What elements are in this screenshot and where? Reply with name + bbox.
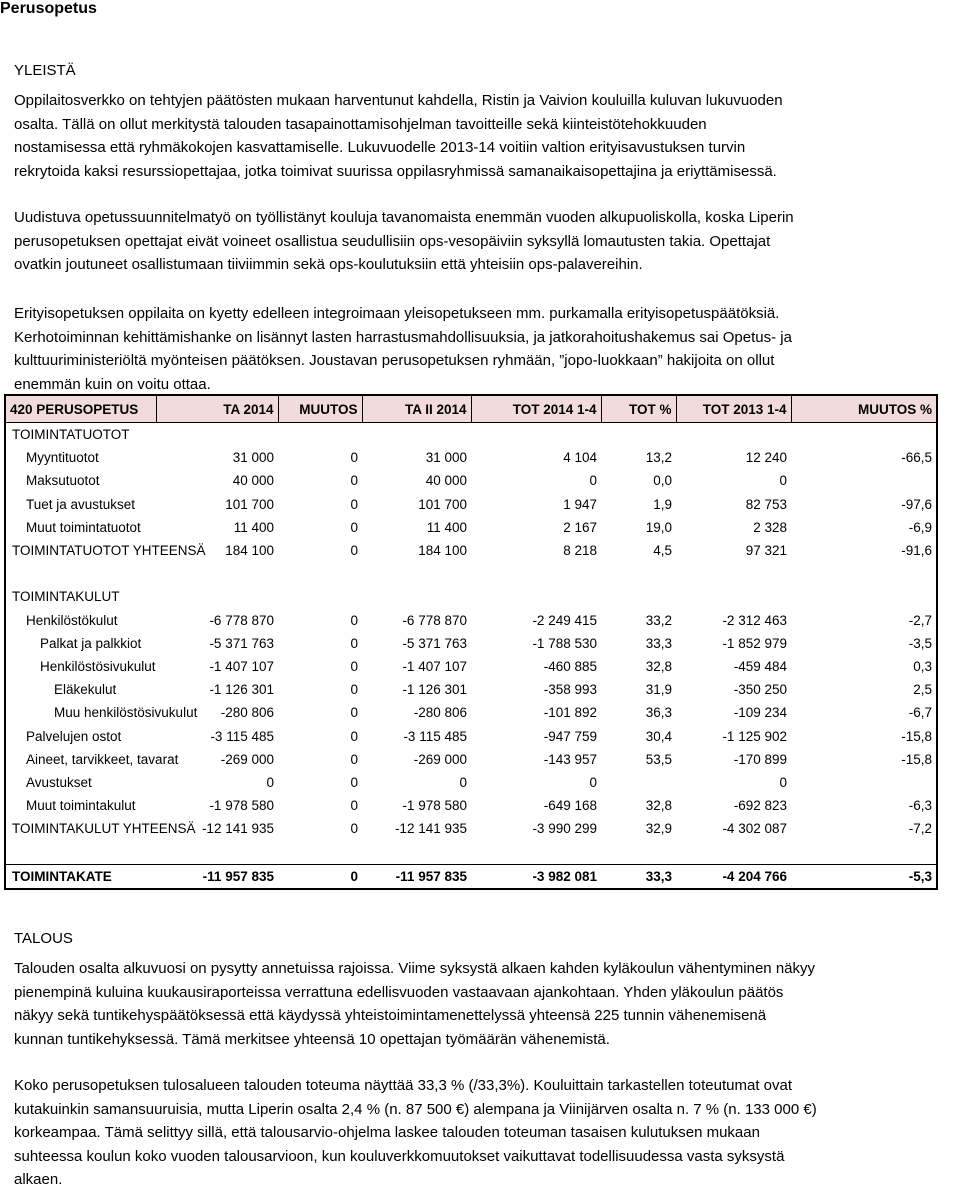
table-cell: 0 [459, 774, 467, 790]
table-cell: 0 [350, 774, 358, 790]
table-cell: -5,3 [791, 864, 936, 888]
table-cell: 36,3 [645, 705, 672, 721]
text-line: kulttuuriministeriöltä myönteisen päätöksen. Joustavan perusopetuksen ryhmään, ”jopo-luokkaan” hakijoita on ollut [14, 352, 775, 369]
table-cell: 101 700 [225, 496, 274, 512]
text-line: Erityisopetuksen oppilaita on kyetty edelleen integroimaan yleisopetukseen mm. purkamalla erityisopetuspäätöksiä. [14, 305, 780, 322]
table-cell: 0 [266, 774, 274, 790]
table-cell: 0 [278, 864, 362, 888]
table-cell [676, 562, 791, 585]
table-cell: 13,2 [645, 450, 672, 466]
table-cell [278, 423, 362, 447]
row-label: TOIMINTAKATE [6, 864, 156, 888]
table-cell: 0 [589, 774, 597, 790]
table-row [6, 724, 936, 747]
table-cell [676, 423, 791, 447]
table-cell: -947 759 [543, 728, 597, 744]
table-cell: 184 100 [418, 543, 467, 559]
column-header: TA II 2014 [362, 396, 471, 423]
table-cell: 0 [350, 658, 358, 674]
table-cell: -15,8 [901, 728, 932, 744]
table-cell: -109 234 [733, 705, 787, 721]
row-label: Henkilöstösivukulut [40, 658, 156, 674]
row-label: Tuet ja avustukset [26, 496, 136, 512]
text-line: suhteessa koulun koko vuoden talousarvioon, kun kouluverkkomuutokset vaikuttavat todellisuudessa vasta syksystä [14, 1147, 785, 1165]
table-cell: 1 947 [563, 496, 597, 512]
table-cell: 31 000 [425, 450, 467, 466]
table-cell: -1 407 107 [209, 658, 274, 674]
table-cell: 0 [350, 450, 358, 466]
table-cell: -1 852 979 [722, 635, 787, 651]
table-row [6, 794, 936, 817]
table-cell: -6,3 [908, 798, 932, 814]
table-cell [278, 585, 362, 608]
table-cell: -1 788 530 [532, 635, 597, 651]
table-cell: -3 990 299 [532, 821, 597, 837]
table-cell: -692 823 [733, 798, 787, 814]
table-cell: -269 000 [220, 751, 274, 767]
row-label: TOIMINTATUOTOT [12, 427, 130, 443]
table-cell: -101 892 [543, 705, 597, 721]
table-cell: 0,0 [653, 473, 672, 489]
table-cell: 0 [350, 751, 358, 767]
table-cell [791, 771, 936, 794]
table-row [6, 493, 936, 516]
row-label: TOIMINTATUOTOT YHTEENSÄ [12, 543, 206, 559]
table-row [6, 446, 936, 469]
table-cell: -2,7 [908, 612, 932, 628]
paragraph-network [14, 89, 956, 183]
table-cell: 0 [350, 728, 358, 744]
table-body [6, 423, 936, 888]
table-cell: 2 167 [563, 519, 597, 535]
table-cell: 33,3 [601, 864, 676, 888]
table-cell [601, 840, 676, 864]
row-label: Myyntituotot [26, 450, 99, 466]
table-cell: 53,5 [645, 751, 672, 767]
table-cell: -15,8 [901, 751, 932, 767]
paragraph-curriculum [14, 206, 956, 277]
table-cell: -280 806 [220, 705, 274, 721]
paragraph-realization [14, 1074, 956, 1192]
table-cell: 1,9 [653, 496, 672, 512]
row-label: TOIMINTAKULUT YHTEENSÄ [12, 821, 196, 837]
table-cell: 0 [350, 473, 358, 489]
table-row [6, 632, 936, 655]
table-header-row [6, 396, 936, 423]
table-cell: 11 400 [233, 519, 274, 535]
table-cell: 101 700 [418, 496, 467, 512]
table-cell [471, 562, 601, 585]
table-cell: 31 000 [232, 450, 274, 466]
text-line: rekrytoida kaksi resurssiopettajaa, jotka toimivat suurissa oppilasryhmissä samanaikaisopettajina ja eriyttämisessä. [14, 162, 777, 180]
table-cell: 2 328 [753, 519, 787, 535]
table-row [6, 585, 936, 608]
table-cell: 2,5 [913, 682, 932, 698]
table-cell [601, 423, 676, 447]
table-cell: -1 978 580 [402, 798, 467, 814]
table-cell: -7,2 [908, 821, 932, 837]
table-cell: 40 000 [425, 473, 467, 489]
column-header: TOT 2013 1-4 [676, 396, 791, 423]
table-cell: 0 [779, 473, 787, 489]
table-cell: 0 [350, 519, 358, 535]
table-cell [601, 585, 676, 608]
row-label: Palvelujen ostot [26, 728, 122, 744]
table-row [6, 771, 936, 794]
table-cell: -97,6 [901, 496, 932, 512]
row-label [6, 840, 156, 864]
table-cell [471, 840, 601, 864]
table-cell [676, 585, 791, 608]
text-line: Koko perusopetuksen tulosalueen talouden toteuma näyttää 33,3 % (/33,3%). Kouluittain tarkastellen toteutumat ovat [14, 1077, 793, 1094]
row-label: Maksutuotot [26, 473, 100, 489]
row-label [6, 562, 156, 585]
table-row [6, 678, 936, 701]
table-cell: -12 141 935 [201, 821, 274, 837]
page-title: Perusopetus [0, 0, 97, 17]
row-label: Muu henkilöstösivukulut [54, 705, 198, 721]
table-cell: 0 [350, 705, 358, 721]
column-header: TOT 2014 1-4 [471, 396, 601, 423]
table-cell [362, 840, 471, 864]
table-cell: -11 957 835 [156, 864, 278, 888]
table-cell: -358 993 [543, 682, 597, 698]
table-cell [156, 562, 278, 585]
table-cell: 11 400 [426, 519, 467, 535]
text-line: kunnan tuntikehyksessä. Tämä merkitsee yhteensä 10 opettajan työmäärän vähenemistä. [14, 1030, 610, 1048]
text-line: enemmän kuin on voitu ottaa. [14, 375, 211, 393]
text-line: pienempinä kuluina kuukausiraporteissa verrattuna edellisvuoden vastaavaan ajankohtaan. Yhden yläkoulun päätös [14, 983, 784, 1001]
table-cell: 0 [350, 682, 358, 698]
table-cell: -91,6 [901, 543, 932, 559]
table-cell [471, 585, 601, 608]
column-header: TA 2014 [156, 396, 278, 423]
table-row [6, 423, 936, 447]
table-row [6, 655, 936, 678]
financial-table [4, 394, 938, 890]
table-cell: -2 249 415 [532, 612, 597, 628]
text-line: Oppilaitosverkko on tehtyjen päätösten mukaan harventunut kahdella, Ristin ja Vaivion kouluilla kuluvan lukuvuoden [14, 92, 783, 109]
table-cell: -6 778 870 [209, 612, 274, 628]
table-cell [791, 562, 936, 585]
table-cell: 33,3 [645, 635, 672, 651]
table-row [6, 864, 936, 888]
table-cell: -2 312 463 [722, 612, 787, 628]
table-cell [362, 423, 471, 447]
text-line: perusopetuksen opettajat eivät voineet osallistua seudullisiin ops-vesopäiviin syksyllä lomautusten takia. Opettajat [14, 232, 771, 250]
column-header: MUUTOS % [791, 396, 936, 423]
table-cell: 40 000 [232, 473, 274, 489]
table-cell: -460 885 [543, 658, 597, 674]
table-cell: 0,3 [913, 658, 932, 674]
table-cell: 32,8 [645, 798, 672, 814]
table-cell: 31,9 [645, 682, 672, 698]
table-cell: -1 125 902 [722, 728, 787, 744]
table-cell: 184 100 [225, 543, 274, 559]
table-row [6, 539, 936, 562]
table-cell [471, 423, 601, 447]
table-cell: -4 302 087 [722, 821, 787, 837]
table-cell: 0 [350, 612, 358, 628]
text-line: Uudistuva opetussuunnitelmatyö on työllistänyt kouluja tavanomaista enemmän vuoden alkupuoliskolla, koska Liperin [14, 209, 794, 226]
column-header: MUUTOS [278, 396, 362, 423]
table-cell: 0 [779, 774, 787, 790]
table-row [6, 469, 936, 492]
table-cell: 0 [350, 543, 358, 559]
paragraph-special-education [14, 302, 956, 396]
table-row [6, 701, 936, 724]
table-cell: 4 104 [563, 450, 597, 466]
row-label: TOIMINTAKULUT [12, 589, 120, 605]
section-heading-economy: TALOUS [14, 930, 73, 947]
text-line: Talouden osalta alkuvuosi on pysytty annetuissa rajoissa. Viime syksystä alkaen kahden kyläkoulun vähentyminen näkyy [14, 960, 816, 977]
table-cell [156, 585, 278, 608]
table-cell [278, 562, 362, 585]
column-header: 420 PERUSOPETUS [6, 396, 156, 423]
text-line: ovatkin joutuneet osallistumaan tiiviimmin sekä ops-koulutuksiin että yhteisiin ops-palavereihin. [14, 256, 643, 273]
row-label: Muut toimintatuotot [26, 519, 141, 535]
table-cell [791, 840, 936, 864]
table-cell: -1 978 580 [209, 798, 274, 814]
table-cell: 4,5 [653, 543, 672, 559]
table-cell: -269 000 [413, 751, 467, 767]
table-cell: -1 407 107 [402, 658, 467, 674]
table-cell [791, 423, 936, 447]
table-cell: -649 168 [543, 798, 597, 814]
text-line: alkaen. [14, 1171, 63, 1188]
row-label: Eläkekulut [54, 682, 117, 698]
text-line: kutakuinkin samansuuruisia, mutta Liperin osalta 2,4 % (n. 87 500 €) alempana ja Viinijärven osalta n. 7 % (n. 133 000 €) [14, 1100, 817, 1118]
table-row [6, 817, 936, 840]
table-cell: -5 371 763 [209, 635, 274, 651]
table-cell: -3 115 485 [210, 728, 274, 744]
table-cell: -12 141 935 [394, 821, 467, 837]
table-cell [362, 562, 471, 585]
table-cell: 32,9 [645, 821, 672, 837]
table-cell [278, 840, 362, 864]
table-cell: -459 484 [733, 658, 787, 674]
table-cell: -6,9 [908, 519, 932, 535]
table-cell: -4 204 766 [676, 864, 791, 888]
table-cell: 0 [350, 798, 358, 814]
table-cell [156, 840, 278, 864]
text-line: osalta. Tällä on ollut merkitystä talouden tasapainottamisohjelman tavoitteille sekä kiinteistötehokkuuden [14, 115, 707, 133]
table-cell: -6 778 870 [402, 612, 467, 628]
table-cell: 12 240 [745, 450, 787, 466]
table-cell [601, 562, 676, 585]
table-cell: -11 957 835 [362, 864, 471, 888]
table-cell: 30,4 [645, 728, 672, 744]
row-label: Henkilöstökulut [26, 612, 118, 628]
table-cell: -1 126 301 [209, 682, 274, 698]
table-cell: 32,8 [645, 658, 672, 674]
table-cell [791, 469, 936, 492]
table-cell: 0 [350, 496, 358, 512]
row-label: Aineet, tarvikkeet, tavarat [26, 751, 179, 767]
table-cell: -6,7 [908, 705, 932, 721]
table-cell: -66,5 [901, 450, 932, 466]
table-cell: 82 753 [745, 496, 787, 512]
table-cell: -3 115 485 [403, 728, 467, 744]
text-line: Kerhotoiminnan kehittämishanke on lisännyt lasten harrastusmahdollisuuksia, ja jatkorahoitushakemus sai Opetus- ja [14, 328, 792, 346]
table-cell: -3 982 081 [471, 864, 601, 888]
table-cell: -143 957 [543, 751, 597, 767]
table-cell: -170 899 [733, 751, 787, 767]
table-cell: 8 218 [563, 543, 597, 559]
table-cell: 0 [350, 635, 358, 651]
table-cell [362, 585, 471, 608]
table-row [6, 516, 936, 539]
text-line: nostamisessa että ryhmäkokojen kasvattamiselle. Lukuvuodelle 2013-14 voitiin valtion erityisavustuksen turvin [14, 139, 746, 156]
table-cell [676, 840, 791, 864]
table-cell [156, 423, 278, 447]
table-cell: -5 371 763 [402, 635, 467, 651]
row-label: Avustukset [26, 774, 92, 790]
table-cell: 97 321 [745, 543, 787, 559]
text-line: korkeampaa. Tämä selittyy sillä, että talousarvio-ohjelma laskee talouden toteuman tasaisen kulutuksen mukaan [14, 1124, 760, 1141]
table-cell: -3,5 [908, 635, 932, 651]
table-cell: 33,2 [645, 612, 672, 628]
section-heading-general: YLEISTÄ [14, 62, 76, 79]
table-row [6, 562, 936, 585]
table-cell: -1 126 301 [402, 682, 467, 698]
table-cell: -350 250 [733, 682, 787, 698]
table-row [6, 748, 936, 771]
table-cell: 0 [350, 821, 358, 837]
table-row [6, 609, 936, 632]
table-cell [791, 585, 936, 608]
row-label: Palkat ja palkkiot [40, 635, 142, 651]
row-label: Muut toimintakulut [26, 798, 136, 814]
column-header: TOT % [601, 396, 676, 423]
table-cell: 0 [589, 473, 597, 489]
table-cell [601, 771, 676, 794]
text-line: näkyy sekä tuntikehyspäätöksessä että käydyssä yhteistoimintamenettelyssä yhteensä 225 tunnin vähenemisenä [14, 1007, 767, 1024]
table-cell: 19,0 [645, 519, 672, 535]
paragraph-budget [14, 957, 956, 1051]
table-row [6, 840, 936, 864]
table-cell: -280 806 [413, 705, 467, 721]
